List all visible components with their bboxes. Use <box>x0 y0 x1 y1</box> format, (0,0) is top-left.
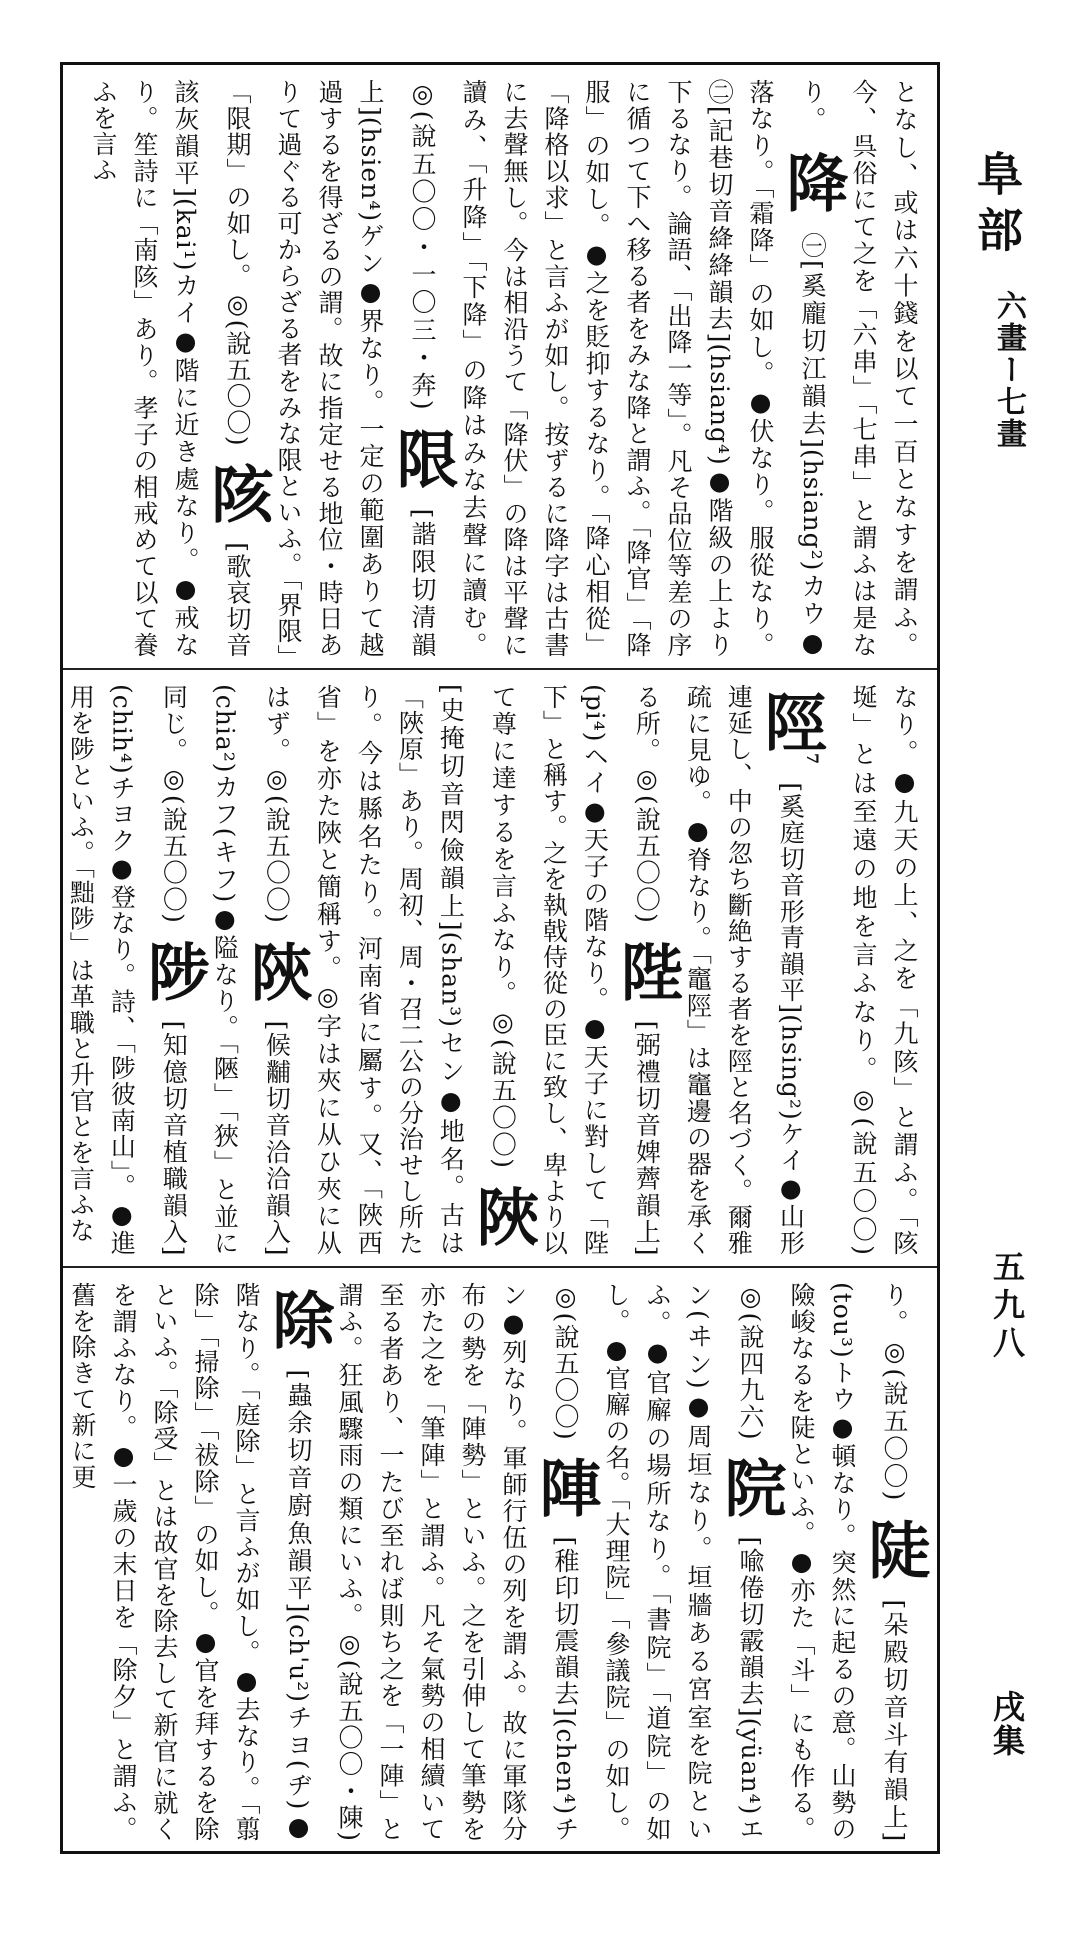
header-radical: 阜部 <box>970 150 1024 262</box>
definition: [稚印切震韻去](chen⁴)チン●列なり。軍師行伍の列を謂ふ。故に軍隊分布の勢を「陣勢」といふ。之を引伸して筆勢を亦た之を「筆陣」と謂ふ。凡そ氣勢の相續いて至る者あり、一たび至れば則ち之を「一陣」と謂ふ。狂風驟雨の類にいふ。◎(說五〇〇・陳) <box>335 1282 580 1843</box>
dictionary-frame <box>60 62 940 1854</box>
headword: 除 <box>262 1288 335 1351</box>
continuation-text: り。◎(說五〇〇) <box>880 1282 909 1502</box>
headword: 陔 <box>201 461 274 525</box>
definition: [蟲余切音廚魚韻平](ch'u²)チヨ(ヂ)●階なり。「庭除」と言ふが如し。●去なり。「翦除」「掃除」「祓除」の如し。●官を拜するを除といふ。「除受」とは故官を除去して新官に就くを謂ふなり。●一歲の末日を「除夕」と謂ふ。舊を除きて新に更 <box>68 1282 313 1842</box>
continuation-text: となし、或は六十錢を以て一百となすを謂ふ。今、呉俗にて之を「六串」「七串」と謂ふは是なり。 <box>798 79 919 658</box>
band-middle <box>63 670 937 1266</box>
definition: [朵殿切音斗有韻上](tou³)トウ●頓なり。突然に起るの意。山勢の險峻なるを陡といふ。●亦た「斗」にも作る。◎(說四九六) <box>736 1282 909 1843</box>
stroke-count-marker: 7 <box>803 753 822 766</box>
band-top <box>63 65 937 668</box>
headword: 院 <box>714 1456 787 1520</box>
band-top-text <box>75 79 925 658</box>
entry-yuan <box>551 1282 787 1842</box>
headword: 陘$^7$ <box>754 690 828 766</box>
headword: 陣 <box>529 1456 602 1520</box>
headword: 陡 <box>858 1517 931 1581</box>
headword: 陝 <box>240 939 314 1003</box>
band-middle-text <box>66 684 925 1256</box>
running-header <box>960 150 1030 1850</box>
definition: [候黼切音洽洽韻入](chia²)カフ(キフ)●隘なり。「陿」「狹」と並に同じ。◎(說五〇〇) <box>159 684 292 1256</box>
definition: [知億切音植職韻入](chih⁴)チヨク●登なり。詩、「陟彼南山」。●進用を陟といふ。「黜陟」は革職と升官とを言ふな <box>66 684 189 1256</box>
definition: [弼禮切音婢薺韻上](pi⁴)ヘイ●天子の階なり。●天子に對して「陛下」と稱す。之を執戟侍從の臣に致し、卑より以て尊に達するを言ふなり。◎(說五〇〇) <box>488 684 662 1256</box>
page-number: 五九八 <box>988 1250 1026 1364</box>
continuation-text: なり。●九天の上、之を「九陔」と謂ふ。「陔埏」とは至遠の地を言ふなり。◎(說五〇〇) <box>849 684 919 1256</box>
definition: ㊀[奚龐切江韻去](hsiang²)カウ●落なり。「霜降」の如し。●伏なり。服從なり。㊁[記巷切音絳絳韻去](hsiang⁴)●階級の上より下るなり。論語、「出降一等」。凡そ品位等差の序に循つて下へ移る者をみな降と謂ふ。「降官」「降服」の如し。●之を貶抑するなり。「降心相從」「降格以求」と言ふが如し。按ずるに降字は古書に去聲無し。今は相沿うて「降伏」の降は平聲に讀み、「升降」「下降」の降はみな去聲に讀む。◎(說五〇〇・一〇三・奔) <box>408 79 827 659</box>
headword: 降 <box>776 150 849 214</box>
definition: [諧限切清韻上](hsien⁴)ゲン●界なり。一定の範圍ありて越過するを得ざるの謂。故に指定せる地位・時日ありて過ぐる可からざる者をみな限といふ。「界限」「限期」の如し。◎(說五〇〇) <box>223 79 437 658</box>
volume-label: 戌集 <box>988 1690 1026 1758</box>
entry-chu <box>68 1282 335 1842</box>
definition: [奚庭切音形青韻平](hsing²)ケイ●山形連延し、中の忽ち斷絶する者を陘と名づく。爾雅疏に見ゆ。●脊なり。「竈陘」は竈邊の器を承くる所。◎(說五〇〇) <box>632 684 806 1256</box>
header-stroke-range: 六畫ー七畫 <box>991 290 1026 450</box>
band-bottom <box>63 1268 937 1852</box>
headword: 陟 <box>137 939 211 1003</box>
entry-jiang <box>408 79 849 659</box>
definition: [史掩切音閃儉韻上](shan³)セン●地名。古は「陜原」あり。周初、周・召二公の分治せし所たり。今は縣名たり。河南省に屬す。又、「陜西省」を亦た陜と簡稱す。◎字は夾に从ひ夾に从はず。◎(說五〇〇) <box>262 684 466 1256</box>
headword: 陛 <box>610 939 684 1003</box>
entry-xian <box>223 79 459 658</box>
definition: [喩倦切霰韻去](yüan⁴)エン(ヰン)●周垣なり。垣牆ある宮室を院といふ。●官廨の場所なり。「書院」「道院」の如し。●官廨の名。「大理院」「參議院」の如し。◎(說五〇〇) <box>551 1282 765 1842</box>
band-bottom-text <box>68 1282 931 1843</box>
entry-zhen <box>335 1282 602 1843</box>
headword: 陜 <box>466 1185 540 1249</box>
definition: [歌哀切音該灰韻平](kai¹)カイ●階に近き處なり。●戒なり。笙詩に「南陔」あり。孝子の相戒めて以て養ふを言ふ <box>89 79 252 658</box>
headword: 限 <box>386 427 459 491</box>
